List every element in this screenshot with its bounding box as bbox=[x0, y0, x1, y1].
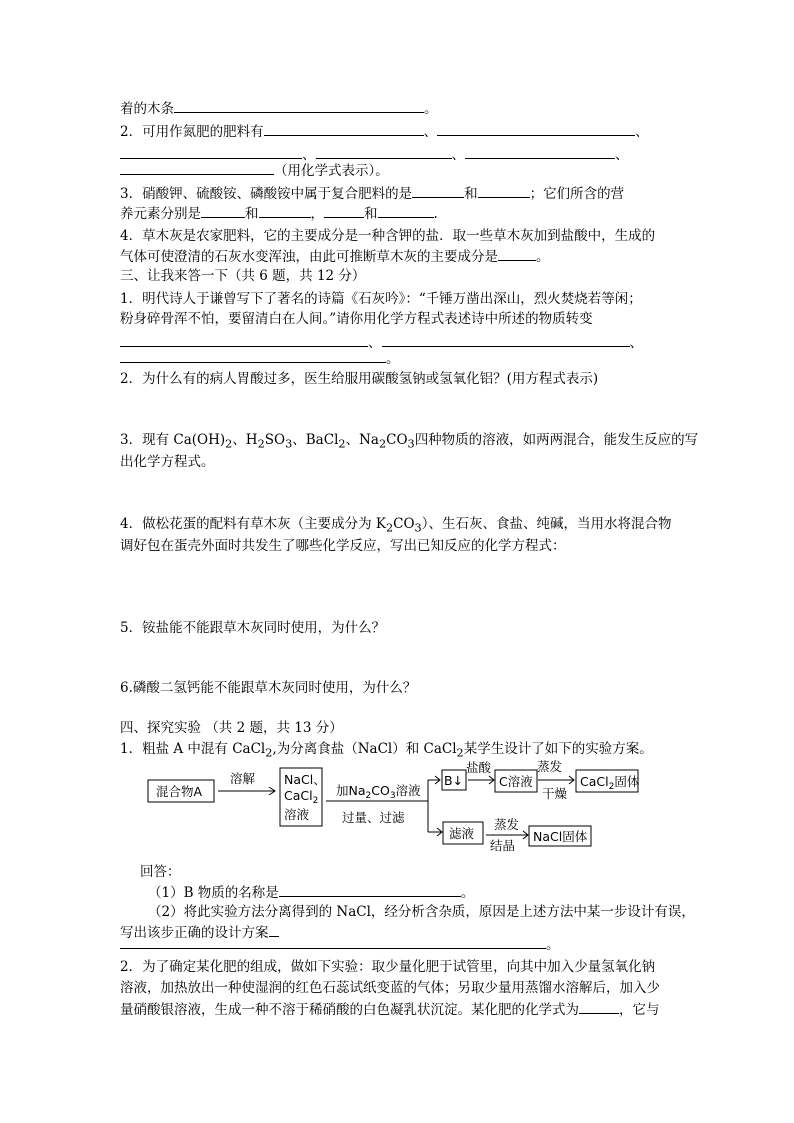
line-equation-blank-last: 。 bbox=[120, 348, 400, 369]
question-preserved-egg-2: 调好包在蛋壳外面时共发生了哪些化学反应，写出已知反应的化学方程式： bbox=[120, 538, 566, 554]
answer-blank[interactable] bbox=[324, 203, 364, 218]
step-dry: 干燥 bbox=[542, 786, 568, 801]
question-limestone-poem-2: 粉身碎骨浑不怕，要留清白在人间。”请你用化学方程式表述诗中所述的物质转变 bbox=[120, 311, 593, 327]
step-evaporate-2: 蒸发 bbox=[494, 817, 520, 832]
section-four-heading: 四、探究实验 （共 2 题，共 13 分） bbox=[120, 720, 343, 736]
question-stomach-acid: 2．为什么有的病人胃酸过多，医生给服用碳酸氢钠或氢氧化铝？(用方程式表示) bbox=[120, 371, 599, 387]
answer-blank[interactable] bbox=[465, 144, 615, 159]
line-formula-note: （用化学式表示）。 bbox=[120, 160, 389, 181]
question-limestone-poem: 1．明代诗人于谦曾写下了著名的诗篇《石灰吟》：“千锤万凿出深山，烈火焚烧若等闲； bbox=[120, 291, 642, 307]
question-preserved-egg: 4．做松花蛋的配料有草木灰（主要成分为 $K_2CO_3$）、生石灰、食盐、纯碱，当用水将混合物 bbox=[120, 516, 672, 535]
question-fertilizer-composition-3: 量硝酸银溶液，生成一种不溶于稀硝酸的白色凝乳状沉淀。某化肥的化学式为 ，它与 bbox=[120, 999, 660, 1020]
question-fertilizer-composition: 2．为了确定某化肥的组成，做如下实验：取少量化肥于试管里，向其中加入少量氢氧化钠 bbox=[120, 959, 656, 975]
answer-heading: 回答： bbox=[140, 864, 181, 880]
question-four-solutions-2: 出化学方程式。 bbox=[120, 454, 215, 470]
answer-blank[interactable] bbox=[264, 121, 424, 136]
line-plant-ash-2: 气体可使澄清的石灰水变浑浊，由此可推断草木灰的主要成分是 。 bbox=[120, 246, 550, 267]
answer-blank[interactable] bbox=[579, 999, 619, 1014]
question-ammonium-salt: 5．铵盐能不能跟草木灰同时使用，为什么？ bbox=[120, 620, 386, 636]
box-mixed-line3: 溶液 bbox=[284, 807, 310, 822]
answer-blank[interactable] bbox=[316, 144, 452, 159]
answer-blank[interactable] bbox=[120, 144, 302, 159]
line-wood-strip: 着的木条 。 bbox=[120, 98, 438, 119]
answer-blank[interactable] bbox=[120, 348, 386, 363]
question-calcium-phosphate: 6.磷酸二氢钙能不能跟草木灰同时使用，为什么？ bbox=[120, 680, 417, 696]
answer-part-2-line2: 写出该步正确的设计方案 bbox=[120, 922, 279, 943]
step-evaporate: 蒸发 bbox=[537, 760, 563, 774]
line-equation-blanks: 、 、 bbox=[120, 332, 643, 353]
line-blanks: 、 、 、 bbox=[120, 144, 629, 165]
step-dissolve-label: 溶解 bbox=[230, 771, 256, 786]
answer-blank[interactable] bbox=[498, 246, 536, 261]
answer-blank[interactable] bbox=[120, 332, 368, 347]
question-fertilizer-composition-2: 溶液，加热放出一种使湿润的红色石蕊试纸变蓝的气体；另取少量用蒸馏水溶解后，加入少 bbox=[120, 980, 660, 996]
answer-blank[interactable] bbox=[437, 121, 635, 136]
box-b-label: B↓ bbox=[444, 773, 464, 788]
step-crystallize: 结晶 bbox=[490, 838, 516, 853]
box-nacl-label: NaCl固体 bbox=[533, 829, 588, 844]
answer-part-2-line3: 。 bbox=[120, 934, 560, 955]
answer-blank[interactable] bbox=[259, 203, 311, 218]
line-nutrients: 养元素分别是 和 ， 和 . bbox=[120, 203, 438, 224]
answer-part-1: （1）B 物质的名称是 。 bbox=[148, 882, 474, 903]
answer-part-2: （2）将此实验方法分离得到的 NaCl，经分析含杂质，原因是上述方法中某一步设计有误， bbox=[148, 904, 695, 920]
step-add-sodium-carbonate: 加$Na_2CO_3$溶液 bbox=[336, 783, 421, 801]
answer-blank[interactable] bbox=[378, 203, 434, 218]
box-c-label: C溶液 bbox=[499, 774, 533, 789]
answer-blank[interactable] bbox=[174, 98, 424, 113]
answer-blank[interactable] bbox=[120, 160, 274, 175]
box-cacl2-label: CaCl$_2$固体 bbox=[580, 774, 640, 792]
box-mixed-line2: CaCl$_2$ bbox=[284, 788, 319, 806]
answer-blank[interactable] bbox=[279, 882, 461, 897]
box-mixed-line1: NaCl、 bbox=[284, 772, 326, 787]
answer-blank[interactable] bbox=[478, 183, 530, 198]
answer-blank[interactable] bbox=[382, 332, 630, 347]
step-excess-filter: 过量、过滤 bbox=[342, 810, 405, 825]
box-filtrate-label: 滤液 bbox=[449, 826, 475, 841]
question-plant-ash: 4．草木灰是农家肥料，它的主要成分是一种含钾的盐．取一些草木灰加到盐酸中，生成的 bbox=[120, 228, 656, 244]
box-mixture-label: 混合物A bbox=[156, 784, 203, 799]
question-crude-salt: 1．粗盐 A 中混有 CaCl$_2$,为分离食盐（NaCl）和 CaCl$_2$某学生设计了如下的实验方案。 bbox=[120, 741, 653, 760]
separation-flow-diagram bbox=[140, 760, 660, 860]
answer-blank[interactable] bbox=[201, 203, 245, 218]
question-four-solutions: 3．现有 $Ca(OH)_2$、$H_2SO_3$、BaCl$_2$、$Na_2CO_3$四种物质的溶液，如两两混合，能发生反应的写 bbox=[120, 432, 699, 451]
question-nitrogen-fertilizer: 2．可用作氮肥的肥料有 、 、 bbox=[120, 121, 649, 142]
section-three-heading: 三、让我来答一下（共 6 题，共 12 分） bbox=[120, 268, 366, 284]
answer-blank[interactable] bbox=[120, 934, 546, 949]
answer-blank[interactable] bbox=[412, 183, 464, 198]
step-hydrochloric-acid: 盐酸 bbox=[466, 760, 492, 775]
question-compound-fertilizer: 3．硝酸钾、硫酸铵、磷酸铵中属于复合肥料的是 和 ；它们所含的营 bbox=[120, 183, 624, 204]
